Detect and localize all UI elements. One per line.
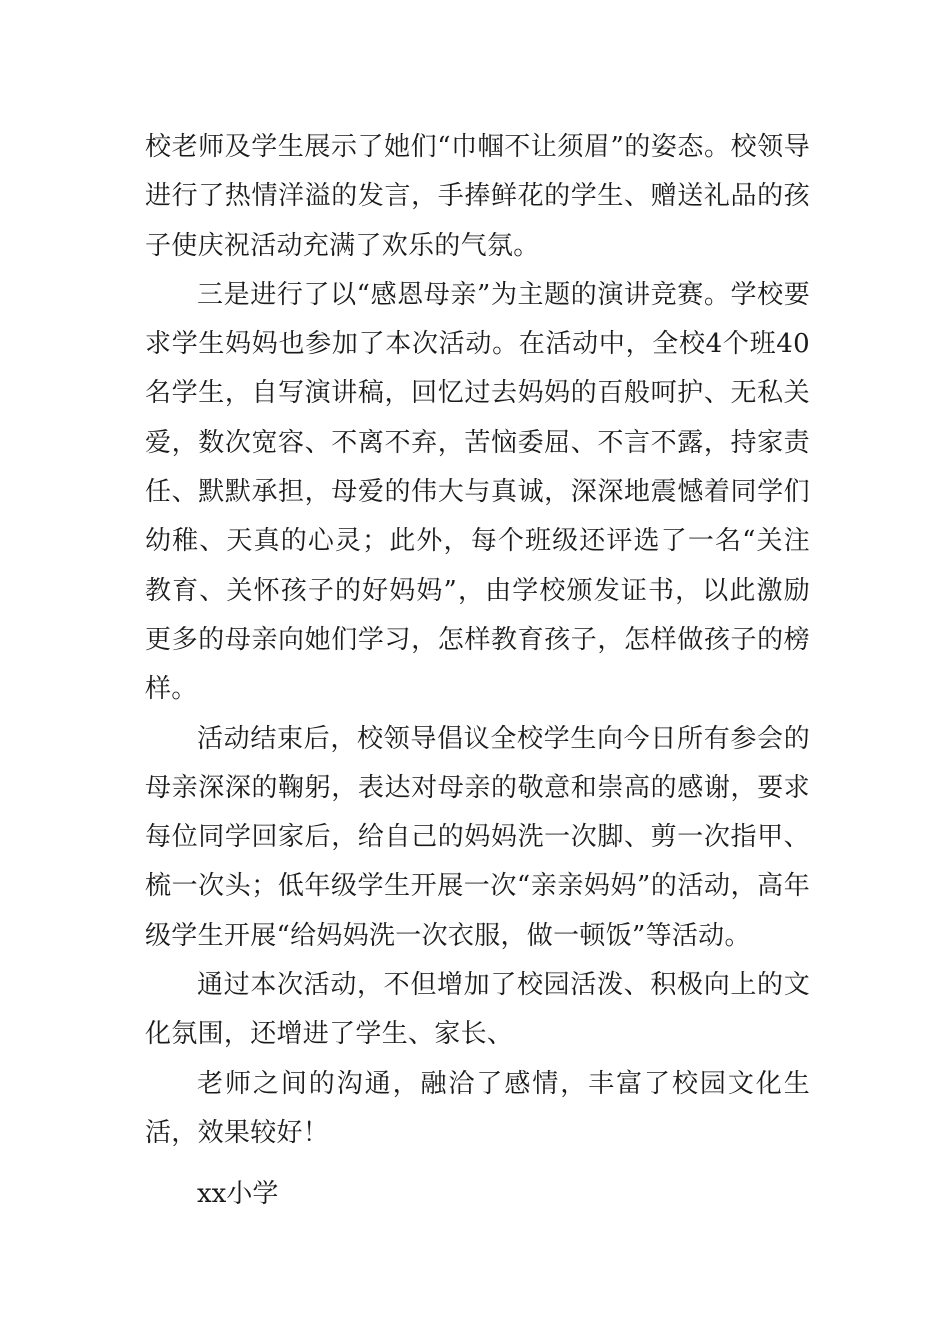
document-body	[145, 123, 810, 1158]
paragraph-3: 活动结束后，校领导倡议全校学生向今日所有参会的母亲深深的鞠躬，表达对母亲的敬意和崇高的感谢，要求每位同学回家后，给自己的妈妈洗一次脚、剪一次指甲、梳一次头；低年级学生开展一次“亲亲妈妈”的活动，高年级学生开展“给妈妈洗一次衣服，做一顿饭”等活动。	[145, 723, 810, 951]
paragraph-4: 通过本次活动，不但增加了校园活泼、积极向上的文化氛围，还增进了学生、家长、	[145, 970, 810, 1050]
signature-school-name: xx小学	[197, 1179, 279, 1209]
paragraph-2: 三是进行了以“感恩母亲”为主题的演讲竞赛。学校要求学生妈妈也参加了本次活动。在活动中，全校4个班40名学生，自写演讲稿，回忆过去妈妈的百般呵护、无私关爱，数次宽容、不离不弃，苦恼委屈、不言不露，持家责任、默默承担，母爱的伟大与真诚，深深地震憾着同学们幼稚、天真的心灵；此外，每个班级还评选了一名“关注教育、关怀孩子的好妈妈”，由学校颁发证书，以此激励更多的母亲向她们学习，怎样教育孩子，怎样做孩子的榜样。	[145, 279, 810, 705]
paragraph-1: 校老师及学生展示了她们“巾帼不让须眉”的姿态。校领导进行了热情洋溢的发言，手捧鲜花的学生、赠送礼品的孩子使庆祝活动充满了欢乐的气氛。	[145, 132, 810, 261]
paragraph-5: 老师之间的沟通，融洽了感情，丰富了校园文化生活，效果较好！	[145, 1068, 810, 1148]
